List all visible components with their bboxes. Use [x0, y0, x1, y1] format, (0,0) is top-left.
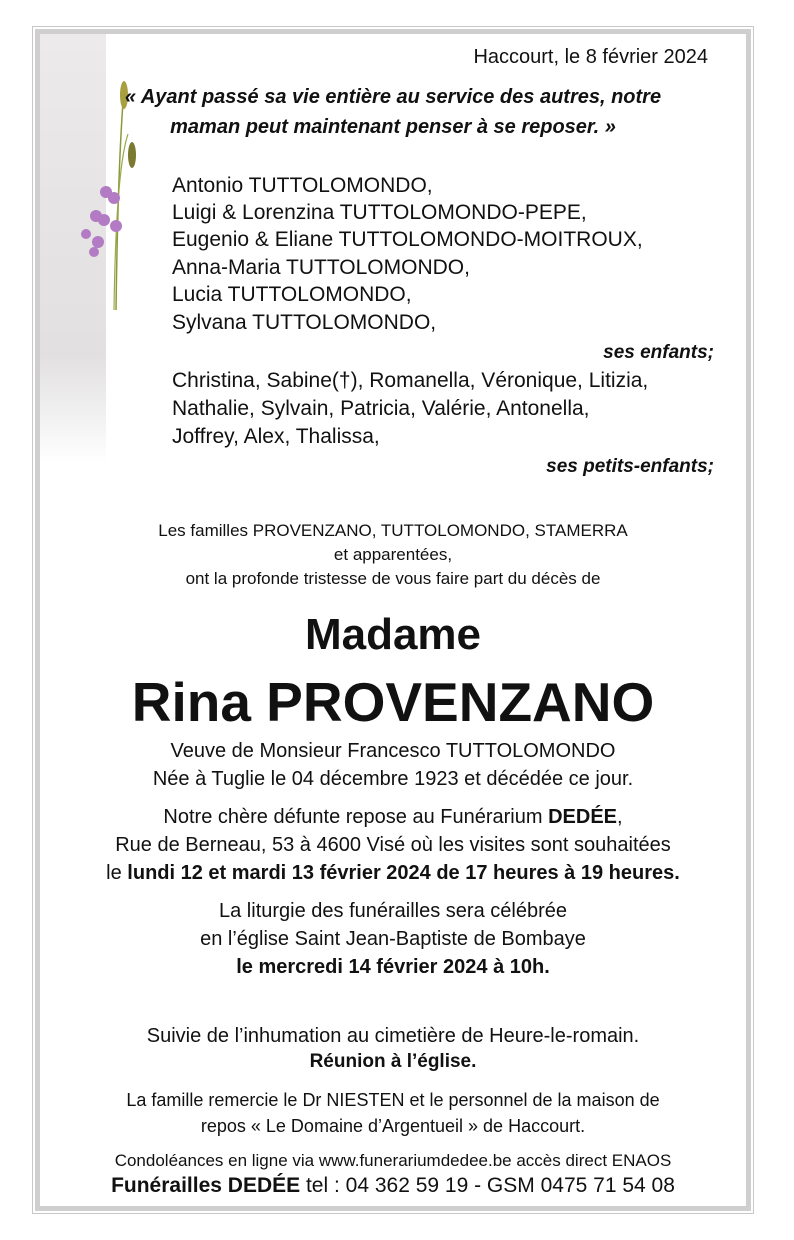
- grandchildren-label: ses petits-enfants;: [546, 456, 714, 477]
- deceased-title: Madame: [304, 610, 482, 659]
- thanks-line: La famille remercie le Dr NIESTEN et le personnel de la maison de: [126, 1090, 660, 1110]
- child-name: Antonio TUTTOLOMONDO,: [172, 174, 433, 197]
- deceased-name: Rina PROVENZANO: [131, 671, 655, 733]
- reunion-line: Réunion à l’église.: [309, 1051, 477, 1072]
- funeral-home-name: DEDÉE: [548, 806, 617, 828]
- bio-line: Née à Tuglie le 04 décembre 1923 et décédée ce jour.: [152, 768, 634, 790]
- children-label: ses enfants;: [603, 342, 714, 363]
- visit-dates: lundi 12 et mardi 13 février 2024 de 17 heures à 19 heures.: [127, 862, 680, 884]
- child-name: Luigi & Lorenzina TUTTOLOMONDO-PEPE,: [172, 201, 587, 224]
- place-date: Haccourt, le 8 février 2024: [473, 46, 708, 68]
- families-line: et apparentées,: [333, 545, 453, 564]
- visit-text: Notre chère défunte repose au Funérarium: [163, 806, 549, 828]
- liturgy-line: La liturgie des funérailles sera célébrée: [219, 900, 567, 922]
- quote-line: maman peut maintenant penser à se reposer. »: [170, 116, 616, 138]
- child-name: Eugenio & Eliane TUTTOLOMONDO-MOITROUX,: [172, 228, 643, 251]
- quote-line: « Ayant passé sa vie entière au service des autres, notre: [124, 86, 662, 108]
- company-name: Funérailles DEDÉE: [111, 1174, 301, 1197]
- visit-address: Rue de Berneau, 53 à 4600 Visé où les visites sont souhaitées: [115, 834, 671, 856]
- families-line: Les familles PROVENZANO, TUTTOLOMONDO, STAMERRA: [158, 521, 628, 540]
- grandchildren-line: Joffrey, Alex, Thalissa,: [172, 425, 380, 448]
- condolences-line: Condoléances en ligne via www.funerariumdedee.be accès direct ENAOS: [114, 1151, 672, 1170]
- contact-line: [40, 1174, 746, 1198]
- phone-numbers: tel : 04 362 59 19 - GSM 0475 71 54 08: [300, 1174, 675, 1197]
- burial-line: Suivie de l’inhumation au cimetière de Heure-le-romain.: [146, 1025, 640, 1047]
- visit-times: [40, 862, 746, 885]
- families-line: ont la profonde tristesse de vous faire part du décès de: [185, 569, 601, 588]
- bio-line: Veuve de Monsieur Francesco TUTTOLOMONDO: [170, 740, 616, 762]
- liturgy-date: le mercredi 14 février 2024 à 10h.: [236, 956, 550, 978]
- liturgy-line: en l’église Saint Jean-Baptiste de Bombaye: [200, 928, 586, 950]
- child-name: Sylvana TUTTOLOMONDO,: [172, 311, 437, 334]
- child-name: Anna-Maria TUTTOLOMONDO,: [172, 256, 470, 279]
- thanks-line: repos « Le Domaine d’Argentueil » de Haccourt.: [200, 1116, 586, 1136]
- visit-line: [40, 806, 746, 829]
- visit-text: le: [106, 862, 128, 884]
- visit-text: ,: [617, 806, 623, 828]
- grandchildren-line: Christina, Sabine(†), Romanella, Véronique, Litizia,: [172, 369, 649, 392]
- grandchildren-line: Nathalie, Sylvain, Patricia, Valérie, Antonella,: [172, 397, 590, 420]
- child-name: Lucia TUTTOLOMONDO,: [172, 283, 412, 306]
